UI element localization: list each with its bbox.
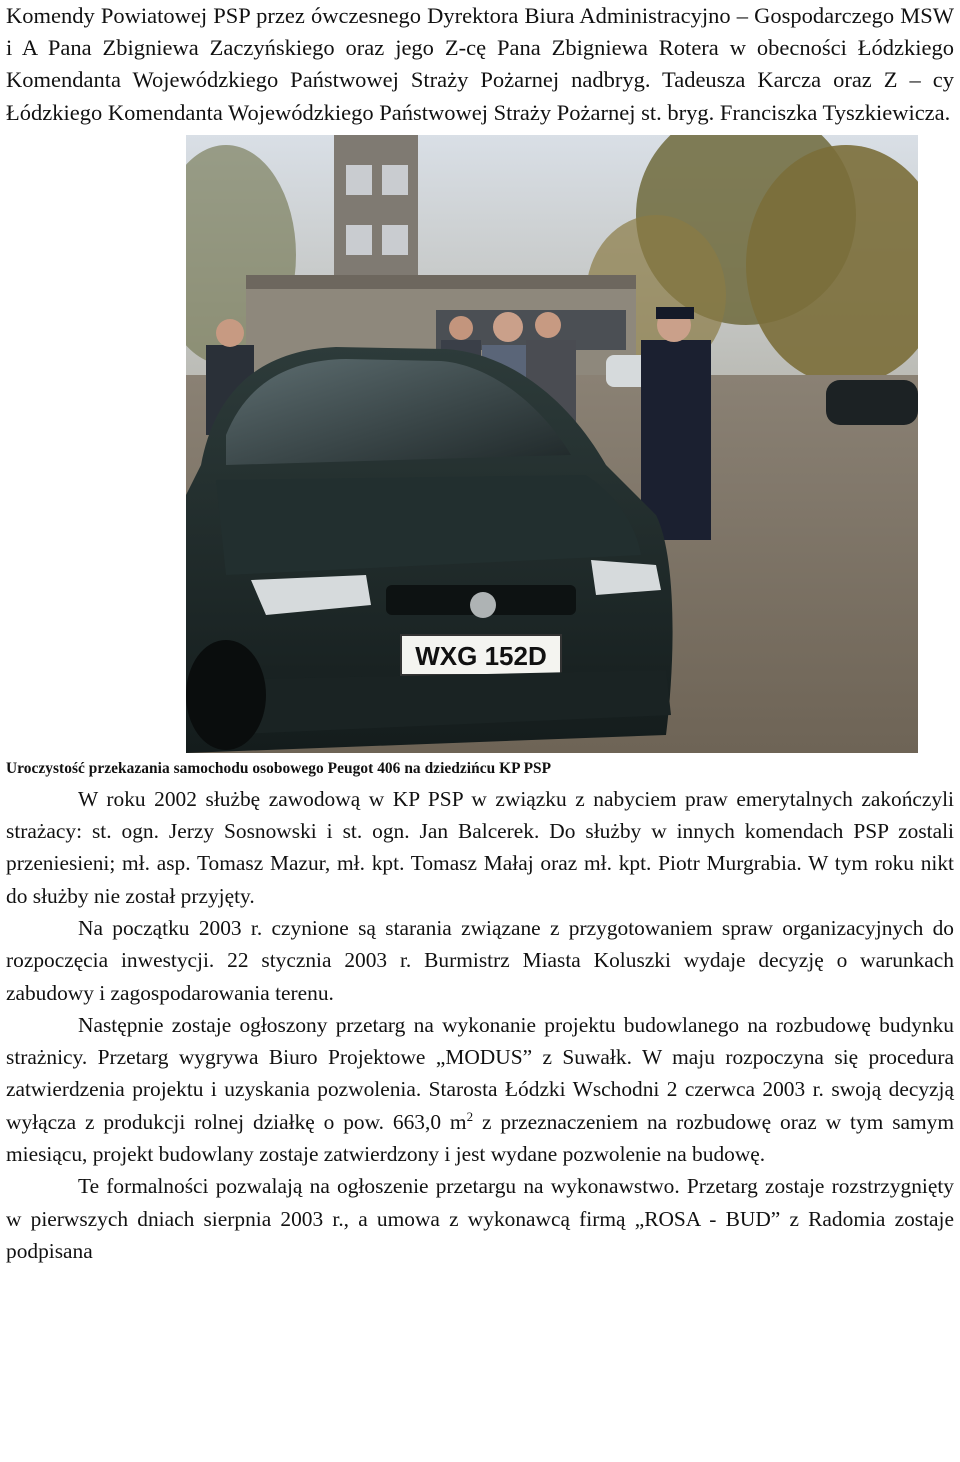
intro-paragraph: Komendy Powiatowej PSP przez ówczesnego Dyrektora Biura Administracyjno – Gospodarczego MSW i A Pana Zbigniewa Zaczyńskiego oraz jego Z-cę Pana Zbigniewa Rotera w obecności Łódzkiego Komendanta Wojewódzkiego Państwowej Straży Pożarnej nadbryg. Tadeusza Karcza oraz Z – cy Łódzkiego Komendanta Wojewódzkiego Państwowej Straży Pożarnej st. bryg. Franciszka Tyszkiewicza. (6, 3, 954, 125)
photo-car-handover (186, 135, 918, 753)
paragraph-design-tender-end: z przeznaczeniem na rozbudowę oraz w tym samym miesiącu, projekt budowlany zostaje zatwierdzony i jest wydane pozwolenie na budowę. (6, 1109, 954, 1167)
body-text (6, 783, 954, 1267)
paragraph-retirements: W roku 2002 służbę zawodową w KP PSP w związku z nabyciem praw emerytalnych zakończyli strażacy: st. ogn. Jerzy Sosnowski i st. ogn. Jan Balcerek. Do służby w innych komendach PSP zostali przeniesieni; mł. asp. Tomasz Mazur, mł. kpt. Tomasz Małaj oraz mł. kpt. Piotr Murgrabia. W tym roku nikt do służby nie został przyjęty. (6, 786, 954, 908)
paragraph-design-tender-main: Następnie zostaje ogłoszony przetarg na wykonanie projektu budowlanego na rozbudowę budynku strażnicy. Przetarg wygrywa Biuro Projektowe „MODUS” z Suwałk. W maju rozpoczyna się procedura zatwierdzenia projektu i uzyskania pozwolenia. Starosta Łódzki Wschodni 2 czerwca 2003 r. swoją decyzją wyłącza z produkcji rolnej działkę o pow. 663,0 m (6, 1012, 954, 1134)
license-plate-text: WXG 152D (415, 640, 547, 671)
photo-caption: Uroczystość przekazania samochodu osobowego Peugot 406 na dziedzińcu KP PSP (6, 759, 552, 777)
superscript-square: 2 (466, 1108, 474, 1124)
paragraph-construction-tender: Te formalności pozwalają na ogłoszenie przetargu na wykonawstwo. Przetarg zostaje rozstrzygnięty w pierwszych dniach sierpnia 2003 r., a umowa z wykonawcą firmą „ROSA - BUD” z Radomia zostaje podpisana (6, 1174, 954, 1263)
paragraph-design-tender (6, 1009, 954, 1170)
paragraph-investment-start: Na początku 2003 r. czynione są starania związane z przygotowaniem spraw organizacyjnych do rozpoczęcia inwestycji. 22 stycznia 2003 r. Burmistrz Miasta Koluszki wydaje decyzję o warunkach zabudowy i zagospodarowania terenu. (6, 916, 954, 1005)
